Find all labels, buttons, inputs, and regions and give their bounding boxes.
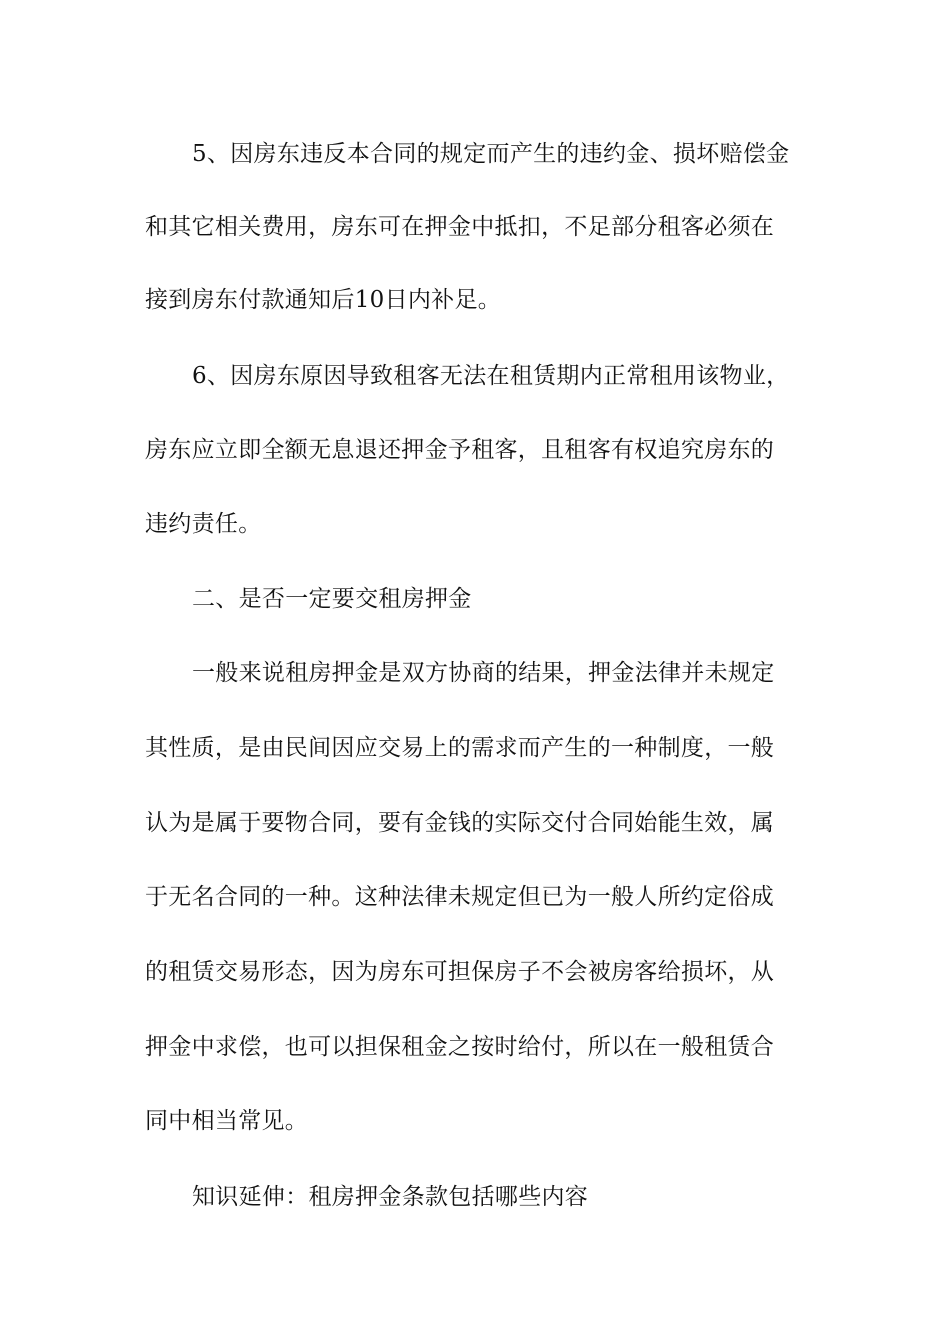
clause-5-line-1: 5、因房东违反本合同的规定而产生的违约金、损坏赔偿金: [192, 141, 790, 167]
section-2-body-line-6: 押金中求偿，也可以担保租金之按时给付，所以在一般租赁合: [145, 1034, 775, 1060]
clause-5-line-3: 接到房东付款通知后10日内补足。: [145, 287, 502, 313]
clause-6-line-1: 6、因房东原因导致租客无法在租赁期内正常租用该物业，: [192, 363, 790, 389]
section-2-heading: 二、是否一定要交租房押金: [192, 586, 472, 612]
section-2-body-line-2: 其性质，是由民间因应交易上的需求而产生的一种制度，一般: [145, 735, 775, 761]
section-2-body-line-3: 认为是属于要物合同，要有金钱的实际交付合同始能生效，属: [145, 810, 775, 836]
clause-6-line-3: 违约责任。: [145, 511, 262, 537]
section-2-body-line-1: 一般来说租房押金是双方协商的结果，押金法律并未规定: [192, 660, 775, 686]
clause-6-line-2: 房东应立即全额无息退还押金予租客，且租客有权追究房东的: [145, 437, 775, 463]
section-2-body-line-7: 同中相当常见。: [145, 1108, 309, 1134]
clause-5-line-2: 和其它相关费用，房东可在押金中抵扣，不足部分租客必须在: [145, 214, 775, 240]
knowledge-extension-heading: 知识延伸：租房押金条款包括哪些内容: [192, 1184, 589, 1210]
section-2-body-line-4: 于无名合同的一种。这种法律未规定但已为一般人所约定俗成: [145, 884, 775, 910]
section-2-body-line-5: 的租赁交易形态，因为房东可担保房子不会被房客给损坏，从: [145, 959, 775, 985]
